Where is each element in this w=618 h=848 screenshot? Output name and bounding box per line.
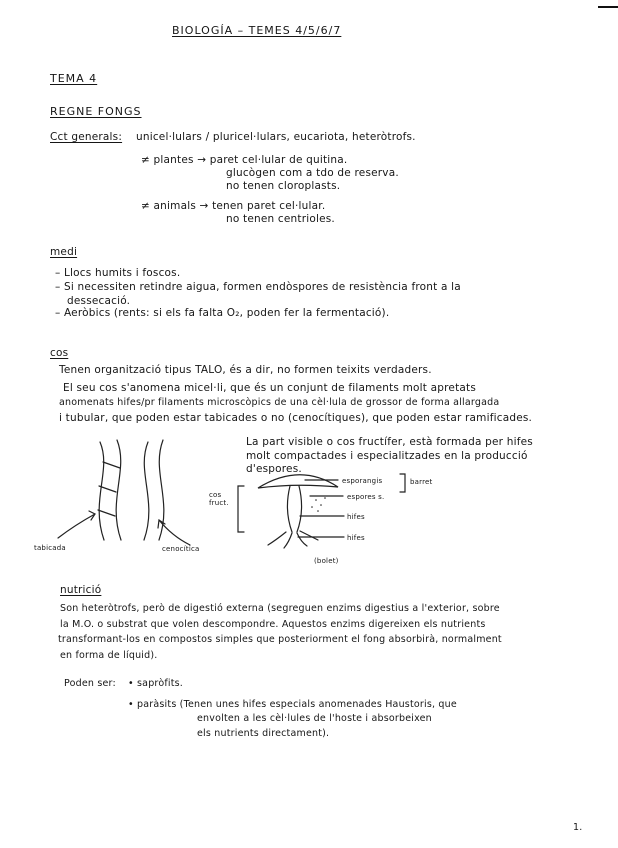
cos-l2: El seu cos s'anomena micel·li, que és un conjunt de filaments molt apretats	[63, 382, 477, 394]
nutricio-saprofits: • sapròfits.	[128, 678, 184, 689]
hypha-septum-1	[103, 462, 120, 468]
medi-l2: – Si necessiten retindre aigua, formen endòspores de resistència front a la	[55, 281, 461, 293]
cos-l3: anomenats hifes/pr filaments microscòpics de una cèl·lula de grossor de forma allargada	[59, 397, 500, 408]
page-title: BIOLOGÍA – TEMES 4/5/6/7	[172, 24, 342, 37]
medi-label: medi	[50, 246, 78, 258]
cct-animals-l2: no tenen centrioles.	[226, 213, 335, 225]
nutricio-poden: Poden ser:	[64, 678, 116, 689]
page-number: 1.	[573, 822, 583, 833]
cos-r1: La part visible o cos fructífer, està formada per hifes	[246, 436, 533, 448]
arrow-cenocitica-head	[158, 520, 165, 528]
cct-line1: unicel·lulars / pluricel·lulars, eucariota, heteròtrofs.	[136, 131, 416, 143]
label-barret: barret	[410, 478, 433, 486]
cct-plantes-l2: glucògen com a tdo de reserva.	[226, 167, 399, 179]
label-tabicada: tabicada	[34, 544, 66, 552]
label-cos-fruct: cos fruct.	[209, 491, 229, 507]
cct-animals-head: ≠ animals → tenen paret cel·lular.	[141, 200, 326, 212]
cct-plantes-head: ≠ plantes → paret cel·lular de quitina.	[141, 154, 348, 166]
section-tema: TEMA 4	[50, 72, 98, 85]
nutricio-l2: la M.O. o substrat que volen descompondre. Aquestos enzims digereixen els nutrients	[60, 619, 486, 630]
medi-l1: – Llocs humits i foscos.	[55, 267, 181, 279]
nutricio-label: nutrició	[60, 584, 102, 596]
label-espores: espores s.	[347, 493, 385, 501]
cos-label: cos	[50, 347, 69, 359]
cct-label: Cct generals:	[50, 131, 123, 143]
mushroom-stem	[287, 486, 301, 532]
nutricio-l1: Son heteròtrofs, però de digestió externa (segreguen enzims digestius a l'exterior, sobre	[60, 603, 500, 614]
section-regne: REGNE FONGS	[50, 105, 142, 118]
mushroom-roots	[268, 531, 318, 548]
medi-l3: dessecació.	[67, 295, 131, 307]
nutricio-parasits-3: els nutrients directament).	[197, 728, 330, 739]
cos-l1: Tenen organització tipus TALO, és a dir, no formen teixits verdaders.	[59, 364, 432, 376]
hypha-coenocytic-left-wall	[144, 442, 149, 540]
hypha-septate-right-wall	[116, 440, 121, 540]
cos-l4: i tubular, que poden estar tabicades o no (cenocítiques), que poden estar ramificades.	[59, 412, 533, 424]
medi-l4: – Aeròbics (rents: si els fa falta O₂, poden fer la fermentació).	[55, 307, 390, 319]
label-hifes-1: hifes	[347, 513, 365, 521]
mushroom-cap	[258, 475, 338, 488]
cct-plantes-l3: no tenen cloroplasts.	[226, 180, 341, 192]
spore-dots	[311, 497, 326, 512]
hypha-septum-2	[99, 486, 116, 492]
nutricio-parasits-2: envolten a les cèl·lules de l'hoste i absorbeixen	[197, 713, 432, 724]
nutricio-parasits-1: • paràsits (Tenen unes hifes especials anomenades Haustoris, que	[128, 699, 457, 710]
label-hifes-2: hifes	[347, 534, 365, 542]
hypha-septum-3	[98, 510, 115, 516]
hypha-septate-left-wall	[99, 442, 104, 540]
cos-r2: molt compactades i especialitzades en la producció	[246, 450, 528, 462]
nutricio-l3: transformant-los en compostos simples que posteriorment el fong absorbirà, normalment	[58, 634, 502, 645]
label-esporangis: esporangis	[342, 477, 383, 485]
figure-caption: (bolet)	[314, 557, 339, 565]
arrow-tabicada	[58, 514, 95, 538]
cos-r3: d'espores.	[246, 463, 302, 475]
bracket-cos	[238, 486, 244, 532]
bracket-barret	[400, 474, 405, 492]
label-cenocitica: cenocítica	[162, 545, 200, 553]
nutricio-l4: en forma de líquid).	[60, 650, 158, 661]
